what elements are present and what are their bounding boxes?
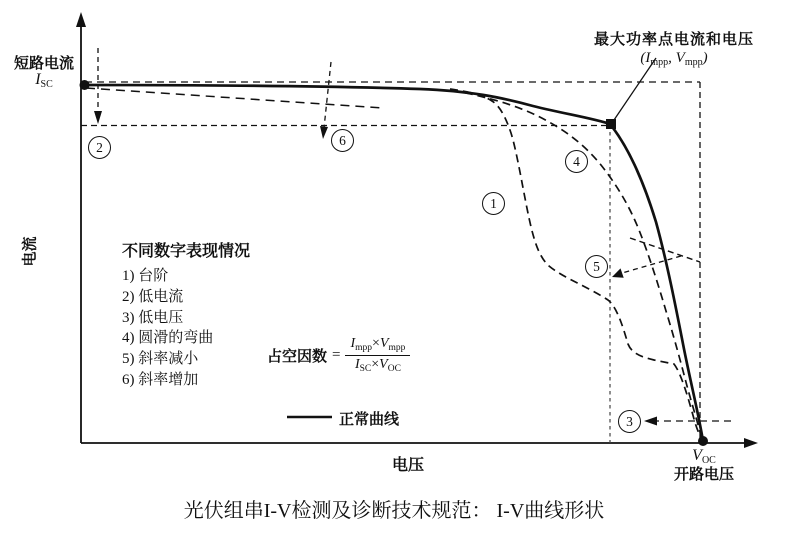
num-vmpp-sub: mpp [388, 343, 406, 353]
comma: , [668, 50, 672, 66]
num-impp-sub: mpp [355, 343, 373, 353]
formula-numerator [345, 336, 410, 356]
times-sign-1: × [372, 336, 380, 351]
vmpp-sub: mpp [684, 57, 703, 68]
fault-list-header: 不同数字表现情况 [122, 243, 251, 260]
y-axis-label: 电流 [22, 236, 39, 267]
voc-point-dot [698, 436, 708, 446]
rounded-knee-fault-curve [452, 90, 702, 439]
impp-sub: mpp [650, 57, 669, 68]
marker-circle-6: 6 [331, 129, 354, 152]
fault-type-list [122, 238, 250, 391]
equals-sign: = [332, 346, 341, 363]
mpp-point-coordinates [576, 49, 772, 72]
fill-factor-formula [267, 336, 410, 374]
isc-label: 短路电流 [13, 56, 74, 72]
mpp-point-dot [606, 119, 616, 129]
marker5-arrow-icon [612, 268, 624, 277]
formula-denominator [345, 356, 410, 374]
isc-symbol-sub: SC [40, 79, 53, 90]
marker-circle-4: 4 [565, 150, 588, 173]
vmpp-base: V [675, 50, 685, 66]
isc-symbol-base: I [35, 71, 41, 88]
formula-fraction [345, 336, 410, 374]
isc-symbol [8, 71, 80, 90]
marker6-arrow-line [324, 62, 331, 128]
fault-list-item-5: 5) 斜率减小 [122, 351, 199, 368]
marker6-arrow-icon [320, 126, 328, 139]
mpp-title: 最大功率点电流和电压 [593, 32, 754, 48]
times-sign-2: × [371, 357, 380, 372]
marker3-arrow-icon [644, 417, 657, 426]
mpp-label-block [576, 31, 772, 72]
num-vmpp-base: V [379, 336, 389, 351]
fault-list-item-1: 1) 台阶 [122, 268, 169, 284]
formula-label: 占空因数 [267, 348, 328, 365]
marker-circle-5: 5 [585, 255, 608, 278]
den-isc-sub: SC [359, 364, 372, 374]
paren-open: ( [640, 50, 646, 66]
den-isc-base: I [354, 357, 360, 372]
den-voc-sub: OC [387, 364, 401, 374]
marker-circle-2: 2 [88, 136, 111, 159]
marker5-arrow-line [622, 256, 681, 273]
fault-list-item-4: 4) 圆滑的弯曲 [122, 330, 214, 347]
fault-list-item-3: 3) 低电压 [122, 309, 184, 326]
voc-symbol-base: V [692, 447, 702, 464]
increased-slope-fault-line [86, 88, 383, 108]
num-impp-base: I [350, 336, 356, 351]
x-axis-arrow-icon [744, 438, 758, 448]
marker-circle-3: 3 [618, 410, 641, 433]
fault-list-item-2: 2) 低电流 [122, 288, 184, 305]
paren-close: ) [702, 50, 708, 66]
step-fault-curve [450, 89, 703, 441]
figure-caption: 光伏组串I-V检测及诊断技术规范： I-V曲线形状 [183, 500, 605, 522]
y-axis-arrow-icon [76, 12, 86, 27]
voc-symbol-sub: OC [701, 455, 716, 466]
x-axis-label: 电压 [391, 457, 424, 474]
marker-circle-1: 1 [482, 192, 505, 215]
fault-list-item-6: 6) 斜率增加 [122, 371, 199, 388]
marker2-arrow-icon [94, 111, 102, 124]
den-voc-base: V [379, 357, 388, 372]
isc-point-dot [80, 80, 90, 90]
voc-label: 开路电压 [673, 467, 734, 483]
impp-base: I [645, 50, 651, 66]
normal-curve-legend-label: 正常曲线 [339, 412, 400, 428]
